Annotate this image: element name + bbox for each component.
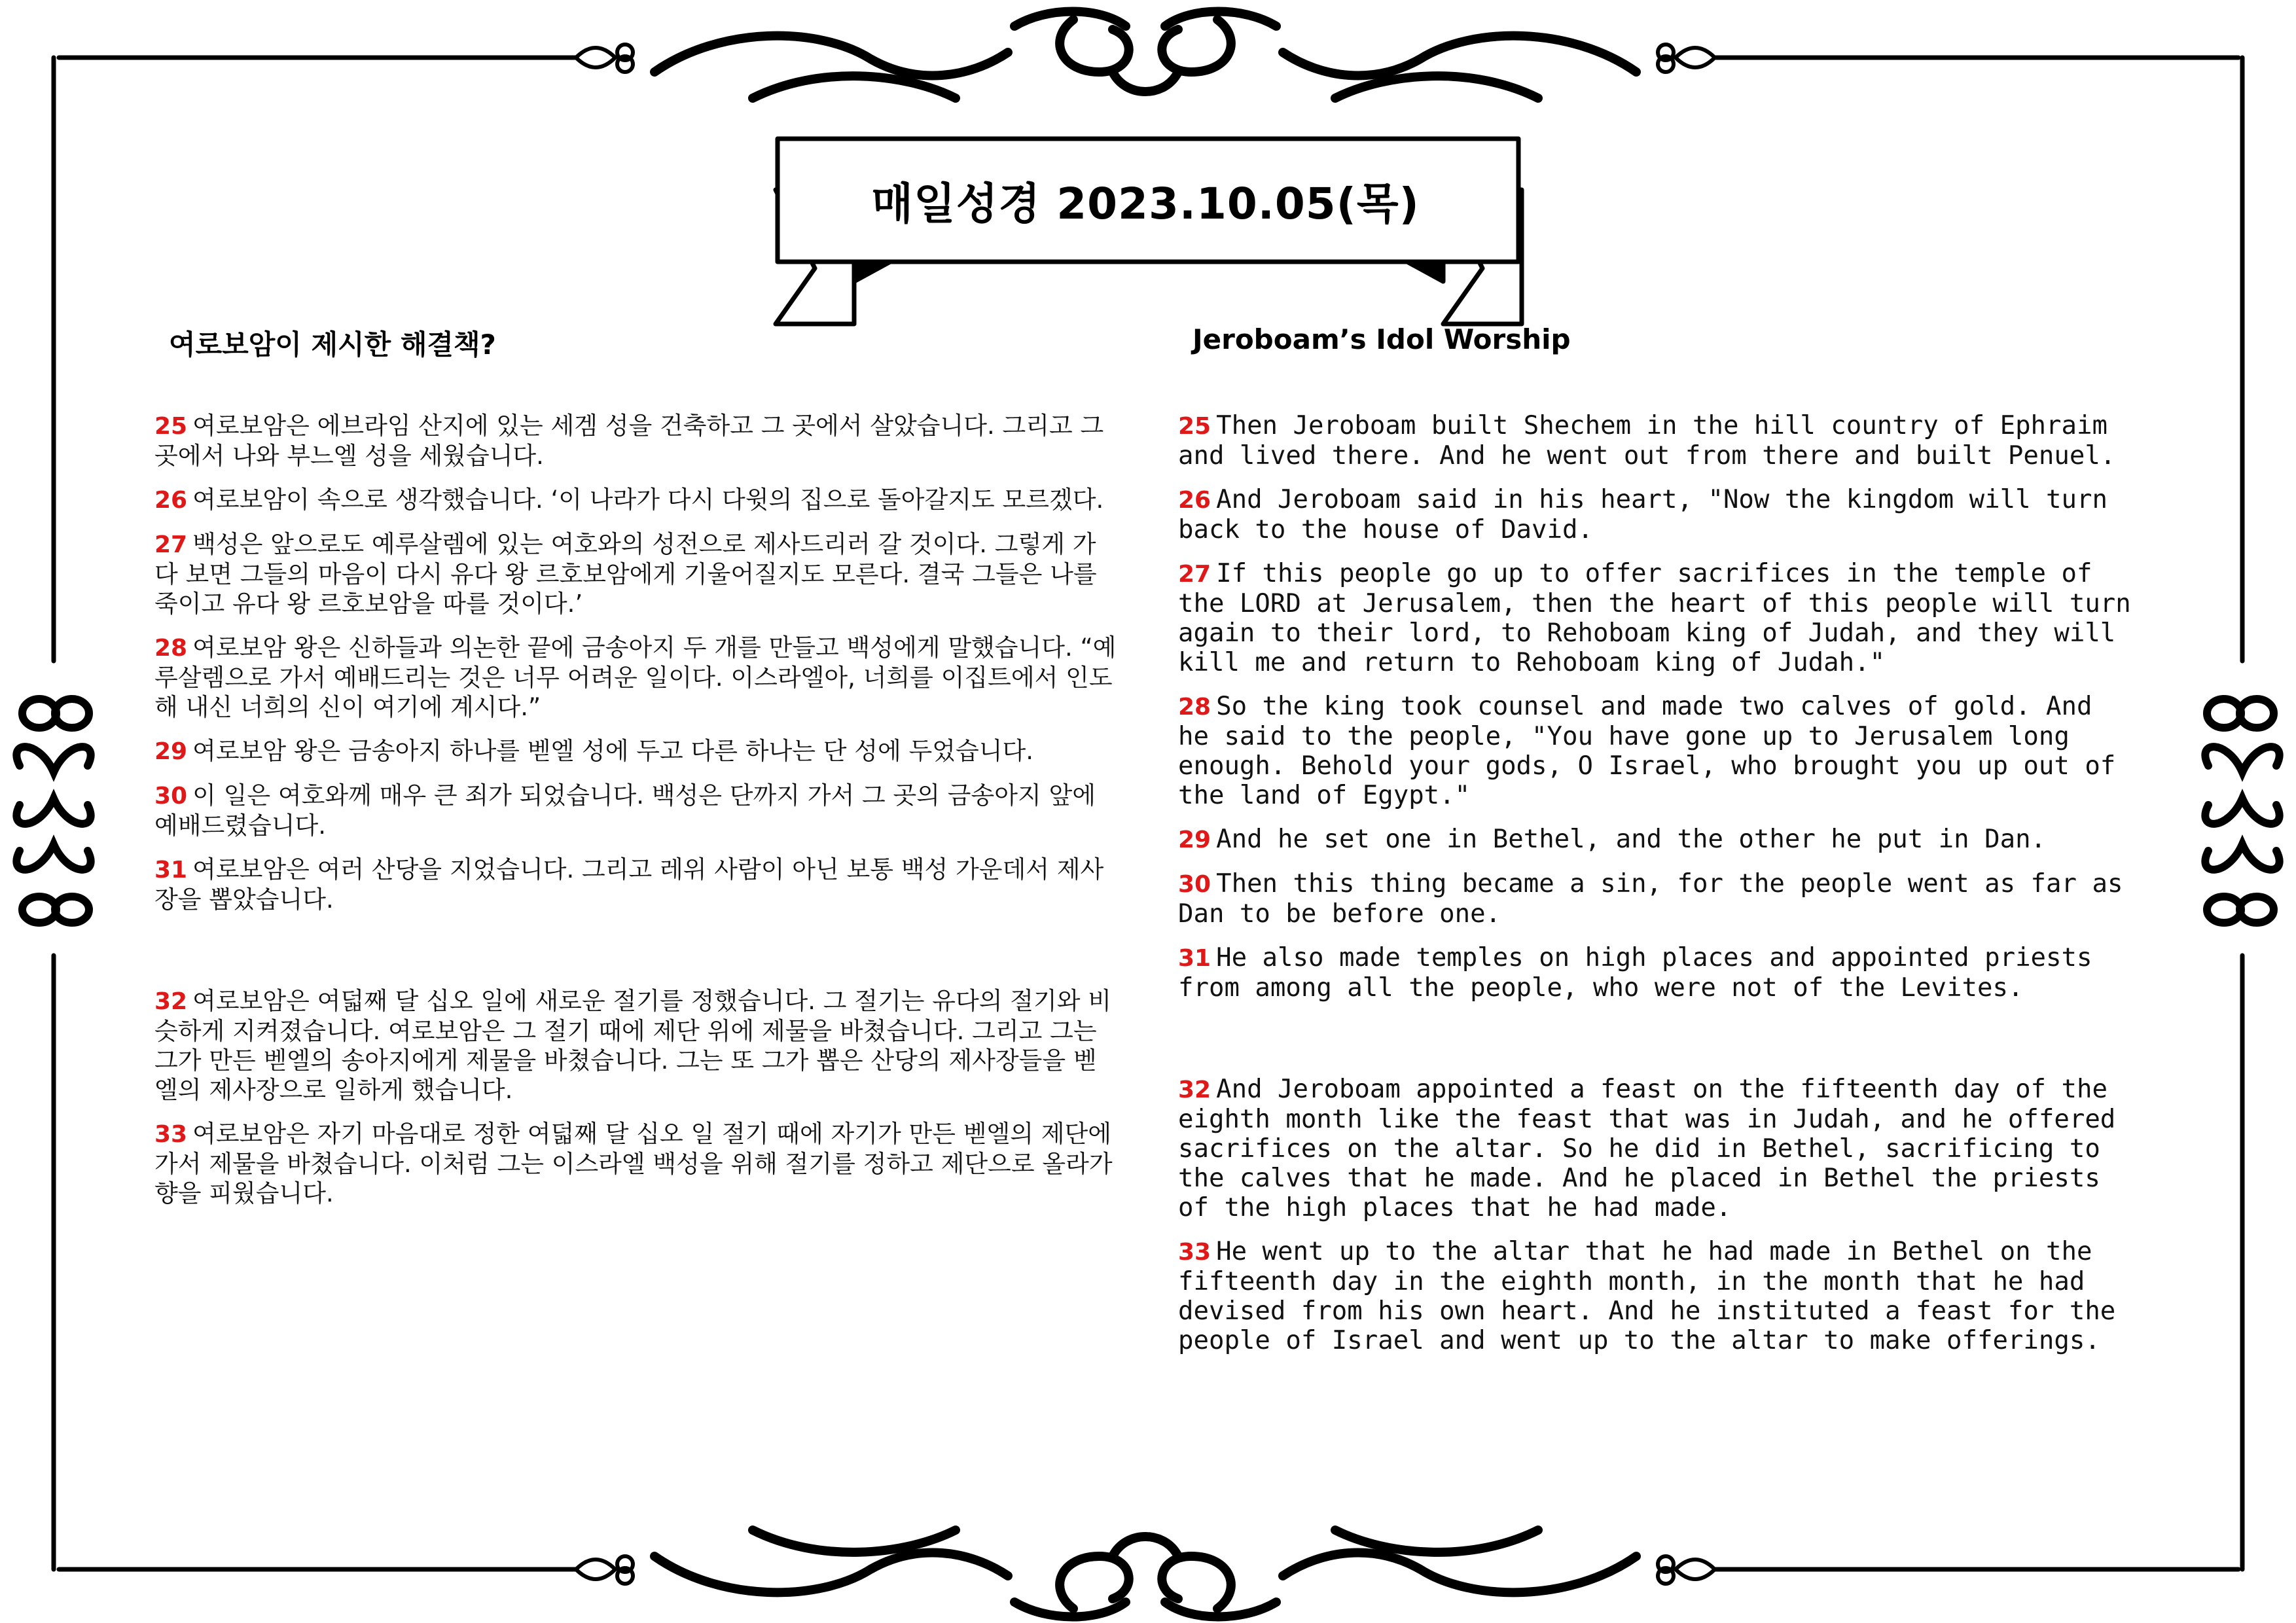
verse-ko-32 bbox=[154, 986, 1117, 1105]
verse-number: 27 bbox=[1178, 561, 1211, 588]
verse-text: 여로보암은 자기 마음대로 정한 여덟째 달 십오 일 절기 때에 자기가 만든 벧엘의 제단에 가서 제물을 바쳤습니다. 이처럼 그는 이스라엘 백성을 위해 절기를 정하고 제단으로 올라가 향을 피웠습니다. bbox=[154, 1120, 1113, 1207]
verse-en-31 bbox=[1178, 943, 2134, 1003]
korean-column bbox=[154, 411, 1117, 1222]
verse-ko-33 bbox=[154, 1119, 1117, 1208]
bottom-flourish bbox=[655, 1530, 1636, 1617]
verse-text: 여로보암은 에브라임 산지에 있는 세겜 성을 건축하고 그 곳에서 살았습니다. 그리고 그 곳에서 나와 부느엘 성을 세웠습니다. bbox=[154, 412, 1104, 470]
verse-ko-25 bbox=[154, 411, 1117, 471]
verse-number: 28 bbox=[154, 635, 188, 662]
verse-number: 31 bbox=[154, 857, 188, 883]
verse-en-29 bbox=[1178, 825, 2134, 855]
verse-text: 이 일은 여호와께 매우 큰 죄가 되었습니다. 백성은 단까지 가서 그 곳의 금송아지 앞에 예배드렸습니다. bbox=[154, 781, 1096, 840]
verse-en-27 bbox=[1178, 559, 2134, 677]
verse-en-30 bbox=[1178, 869, 2134, 929]
verse-text: Then this thing became a sin, for the people went as far as Dan to be before one. bbox=[1178, 869, 2123, 929]
page-title: 매일성경 2023.10.05(목) bbox=[871, 178, 1420, 229]
verse-ko-27 bbox=[154, 529, 1117, 618]
verse-number: 29 bbox=[1178, 827, 1211, 853]
english-column bbox=[1178, 411, 2134, 1370]
right-side-ornament bbox=[2205, 699, 2279, 923]
verse-ko-30 bbox=[154, 781, 1117, 840]
verse-text: And Jeroboam appointed a feast on the fifteenth day of the eighth month like the feast that was in Judah, and he offered sacrifices on the altar. So he did in Bethel, sacrificing to the calves that he made. And he placed in Bethel the priests of the high places that he had made. bbox=[1178, 1075, 2116, 1222]
verse-number: 28 bbox=[1178, 694, 1211, 721]
verse-number: 29 bbox=[154, 738, 188, 765]
verse-text: 여로보암 왕은 금송아지 하나를 벧엘 성에 두고 다른 하나는 단 성에 두었습니다. bbox=[192, 737, 1033, 765]
english-heading: Jeroboam’s Idol Worship bbox=[1193, 323, 1571, 355]
verse-ko-29 bbox=[154, 736, 1117, 766]
verse-text: He also made temples on high places and appointed priests from among all the people, who were not of the Levites. bbox=[1178, 943, 2092, 1003]
verse-number: 25 bbox=[154, 413, 188, 440]
verse-text: And he set one in Bethel, and the other he put in Dan. bbox=[1216, 825, 2047, 854]
verse-number: 32 bbox=[1178, 1077, 1211, 1103]
verse-en-32 bbox=[1178, 1075, 2134, 1222]
verse-ko-31 bbox=[154, 855, 1117, 914]
verse-text: 여로보암은 여덟째 달 십오 일에 새로운 절기를 정했습니다. 그 절기는 유다의 절기와 비슷하게 지켜졌습니다. 여로보암은 그 절기 때에 제단 위에 제물을 바쳤습니다. 그리고 그는 그가 만든 벧엘의 송아지에게 제물을 바쳤습니다. 그는 또 그가 뽑은 산당의 제사장들을 벧엘의 제사장으로 일하게 했습니다. bbox=[154, 987, 1111, 1104]
verse-number: 25 bbox=[1178, 413, 1211, 440]
verse-text: So the king took counsel and made two calves of gold. And he said to the people, "You have gone up to Jerusalem long enough. Behold your gods, O Israel, who brought you up out of the land of Egypt." bbox=[1178, 692, 2116, 810]
verse-en-26 bbox=[1178, 485, 2134, 544]
verse-text: 여로보암 왕은 신하들과 의논한 끝에 금송아지 두 개를 만들고 백성에게 말했습니다. “예루살렘으로 가서 예배드리는 것은 너무 어려운 일이다. 이스라엘아, 너희를 이집트에서 인도해 내신 너희의 신이 여기에 계시다.” bbox=[154, 633, 1117, 721]
verse-number: 30 bbox=[154, 783, 188, 810]
left-side-ornament bbox=[16, 699, 90, 923]
verse-number: 27 bbox=[154, 531, 188, 558]
verse-number: 32 bbox=[154, 988, 188, 1015]
verse-text: 여로보암은 여러 산당을 지었습니다. 그리고 레위 사람이 아닌 보통 백성 가운데서 제사장을 뽑았습니다. bbox=[154, 855, 1104, 914]
verse-number: 26 bbox=[154, 487, 188, 514]
verse-number: 31 bbox=[1178, 945, 1211, 972]
verse-ko-26 bbox=[154, 485, 1117, 515]
verse-text: 여로보암이 속으로 생각했습니다. ‘이 나라가 다시 다윗의 집으로 돌아갈지도 모르겠다. bbox=[192, 486, 1104, 514]
verse-text: 백성은 앞으로도 예루살렘에 있는 여호와의 성전으로 제사드리러 갈 것이다. 그렇게 가다 보면 그들의 마음이 다시 유다 왕 르호보암에게 기울어질지도 모른다. 결국 그들은 나를 죽이고 유다 왕 르호보암을 따를 것이다.’ bbox=[154, 530, 1097, 618]
verse-en-25 bbox=[1178, 411, 2134, 471]
verse-text: And Jeroboam said in his heart, "Now the kingdom will turn back to the house of David. bbox=[1178, 485, 2108, 544]
verse-number: 30 bbox=[1178, 871, 1211, 898]
verse-number: 26 bbox=[1178, 487, 1211, 514]
korean-heading: 여로보암이 제시한 해결책? bbox=[169, 329, 496, 361]
verse-en-28 bbox=[1178, 692, 2134, 810]
verse-text: He went up to the altar that he had made in Bethel on the fifteenth day in the eighth month, in the month that he had devised from his own heart. And he instituted a feast for the people of Israel and went up to the altar to make offerings. bbox=[1178, 1237, 2116, 1355]
verse-number: 33 bbox=[154, 1121, 188, 1148]
verse-text: If this people go up to offer sacrifices in the temple of the LORD at Jerusalem, then the heart of this people will turn again to their lord, to Rehoboam king of Judah, and they will kill me and return to Rehoboam king of Judah." bbox=[1178, 559, 2131, 677]
verse-number: 33 bbox=[1178, 1239, 1211, 1266]
verse-ko-28 bbox=[154, 633, 1117, 722]
top-flourish bbox=[655, 12, 1636, 99]
verse-text: Then Jeroboam built Shechem in the hill country of Ephraim and lived there. And he went out from there and built Penuel. bbox=[1178, 411, 2116, 471]
verse-en-33 bbox=[1178, 1237, 2134, 1355]
